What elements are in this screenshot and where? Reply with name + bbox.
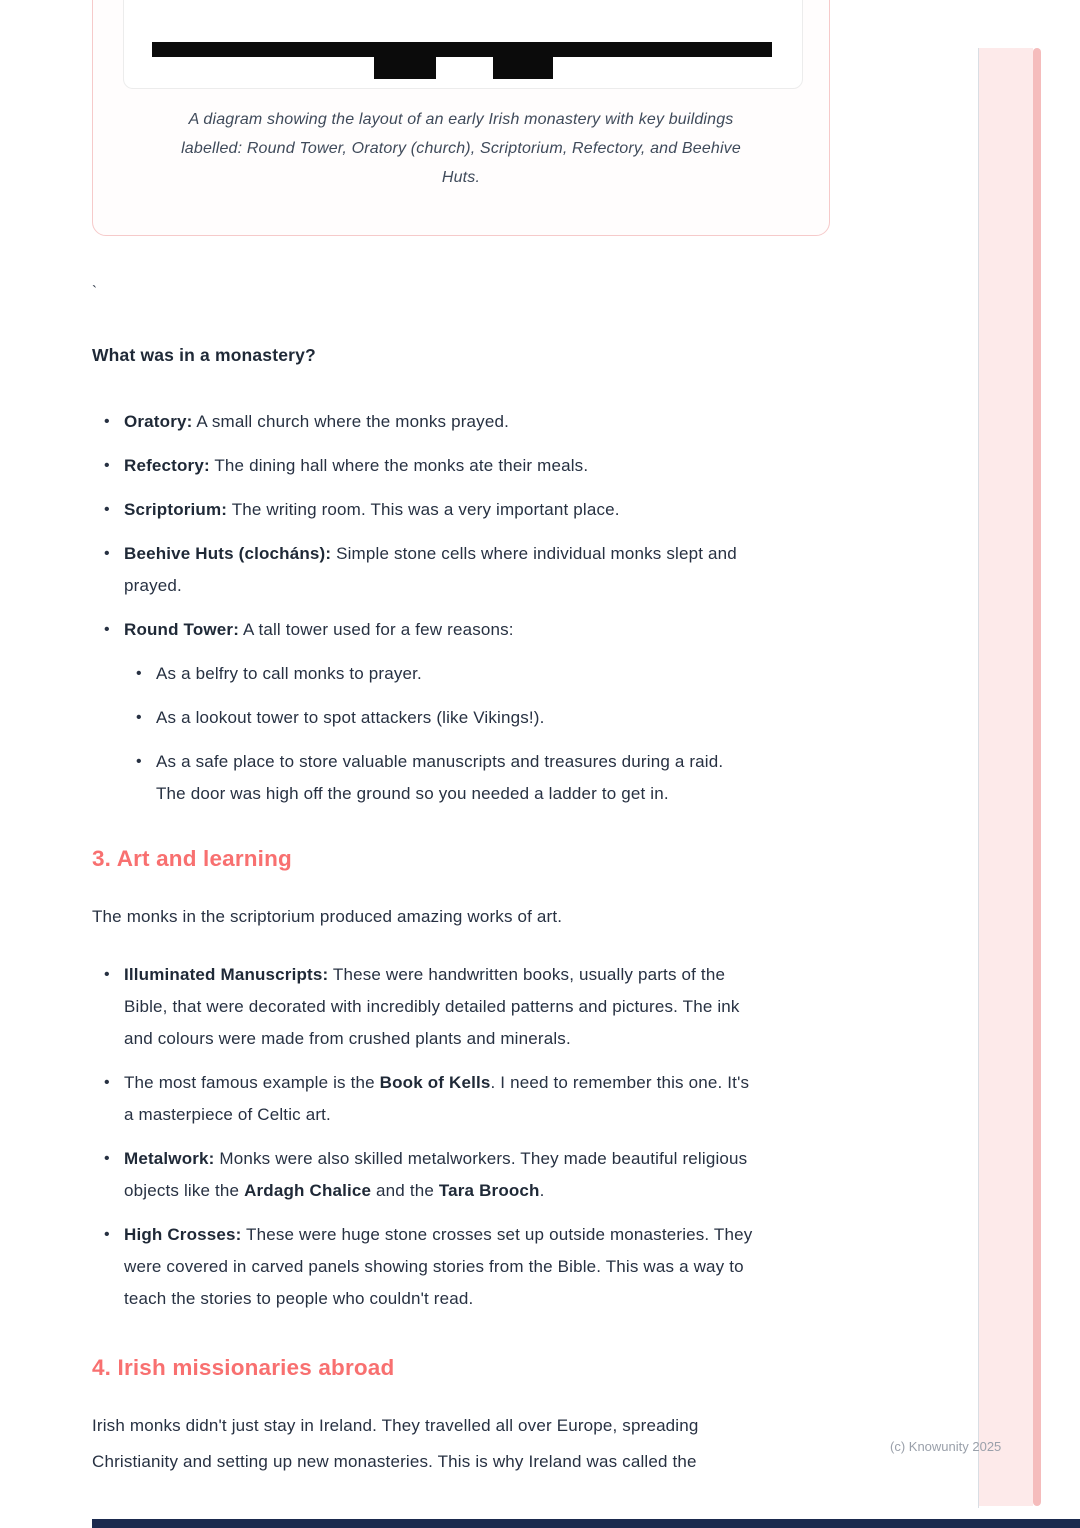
diagram-fragment-block: [374, 55, 436, 79]
text-run-bold: Book of Kells: [379, 1073, 491, 1092]
list-item: [104, 450, 756, 482]
art-list: [92, 959, 784, 1315]
text-run: The dining hall where the monks ate their meals.: [209, 456, 589, 475]
text-run: and the: [371, 1181, 439, 1200]
bullet-marker: •: [104, 457, 110, 474]
bullet-marker: •: [136, 753, 142, 770]
missionaries-heading: 4. Irish missionaries abroad: [92, 1355, 395, 1380]
list-item-text: [124, 544, 737, 595]
text-run: The most famous example is the: [124, 1073, 380, 1092]
text-run: A tall tower used for a few reasons:: [239, 620, 514, 639]
sub-list-item: [136, 658, 756, 690]
text-run: .: [539, 1181, 545, 1200]
sub-list-item: [136, 702, 756, 734]
bullet-marker: •: [136, 665, 142, 682]
list-item-text: [156, 664, 422, 683]
text-run-bold: Oratory:: [124, 412, 193, 431]
text-run-bold: Refectory:: [124, 456, 210, 475]
text-run-bold: Illuminated Manuscripts:: [124, 965, 329, 984]
text-run: The writing room. This was a very important place.: [227, 500, 620, 519]
bullet-marker: •: [104, 1150, 110, 1167]
list-item-text: [124, 1073, 749, 1124]
list-item-text: [124, 965, 740, 1048]
bullet-marker: •: [104, 966, 110, 983]
list-item-text: [124, 620, 514, 639]
list-item: [104, 614, 756, 646]
figure-caption: A diagram showing the layout of an early Irish monastery with key buildings labelled: Round Tower, Oratory (church), Scriptorium, Refectory, and Beehive Huts.: [181, 111, 741, 186]
document-content: [92, 0, 784, 1480]
list-item-text: [124, 456, 588, 475]
text-run-bold: Metalwork:: [124, 1149, 215, 1168]
text-run: These were handwritten books, usually parts of the Bible, that were decorated with incredibly detailed patterns and pictures. The ink and colours were made from crushed plants and minerals.: [124, 965, 740, 1048]
list-item: [104, 538, 756, 602]
text-run: As a lookout tower to spot attackers (like Vikings!).: [156, 708, 545, 727]
art-heading: 3. Art and learning: [92, 846, 292, 871]
sub-list-item: [136, 746, 756, 810]
bullet-marker: •: [136, 709, 142, 726]
bullet-marker: •: [104, 501, 110, 518]
scrollbar-thumb[interactable]: [1033, 48, 1041, 1506]
monastery-list: [92, 406, 784, 810]
bullet-marker: •: [104, 1074, 110, 1091]
sub-list: [136, 658, 756, 810]
list-item: [104, 494, 756, 526]
scrollbar-track[interactable]: [979, 48, 1033, 1506]
list-item-text: [124, 1225, 752, 1308]
text-run: . I need to remember this one. It's a masterpiece of Celtic art.: [124, 1073, 750, 1124]
list-item-text: [156, 708, 545, 727]
bullet-marker: •: [104, 621, 110, 638]
footer-copyright: (c) Knowunity 2025: [890, 1439, 1002, 1454]
list-item: [104, 1143, 756, 1207]
diagram-fragment-block: [493, 55, 553, 79]
text-run: As a belfry to call monks to prayer.: [156, 664, 422, 683]
text-run: These were huge stone crosses set up outside monasteries. They were covered in carved panels showing stories from the Bible. This was a way to teach the stories to people who couldn't read.: [124, 1225, 753, 1308]
text-run-bold: Scriptorium:: [124, 500, 228, 519]
list-item: [104, 1219, 756, 1315]
stray-backtick: `: [92, 283, 98, 300]
bullet-marker: •: [104, 413, 110, 430]
bottom-bar: [92, 1519, 1080, 1528]
text-run-bold: Ardagh Chalice: [244, 1181, 372, 1200]
missionaries-paragraph: Irish monks didn't just stay in Ireland. They travelled all over Europe, spreading Christianity and setting up new monasteries. This is why Ireland was called the: [92, 1416, 699, 1471]
diagram-fragment-bar: [152, 42, 772, 57]
text-run-bold: Tara Brooch: [438, 1181, 540, 1200]
list-item-text: [124, 412, 509, 431]
text-run: Monks were also skilled metalworkers. They made beautiful religious objects like the: [124, 1149, 748, 1200]
text-run: As a safe place to store valuable manuscripts and treasures during a raid. The door was high off the ground so you needed a ladder to get in.: [156, 752, 724, 803]
text-run-bold: High Crosses:: [124, 1225, 242, 1244]
text-run-bold: Round Tower:: [124, 620, 240, 639]
list-item-text: [156, 752, 723, 803]
text-run: A small church where the monks prayed.: [192, 412, 509, 431]
list-item: [104, 406, 756, 438]
bullet-marker: •: [104, 545, 110, 562]
monastery-heading: What was in a monastery?: [92, 345, 316, 365]
text-run-bold: Beehive Huts (clocháns):: [124, 544, 332, 563]
figure-card: [92, 0, 830, 236]
text-run: Simple stone cells where individual monks slept and prayed.: [124, 544, 737, 595]
list-item: [104, 1067, 756, 1131]
bullet-marker: •: [104, 1226, 110, 1243]
art-intro-paragraph: The monks in the scriptorium produced amazing works of art.: [92, 907, 563, 926]
list-item-text: [124, 500, 620, 519]
monastery-diagram-image: [123, 0, 803, 89]
list-item-text: [124, 1149, 747, 1200]
list-item: [104, 959, 756, 1055]
